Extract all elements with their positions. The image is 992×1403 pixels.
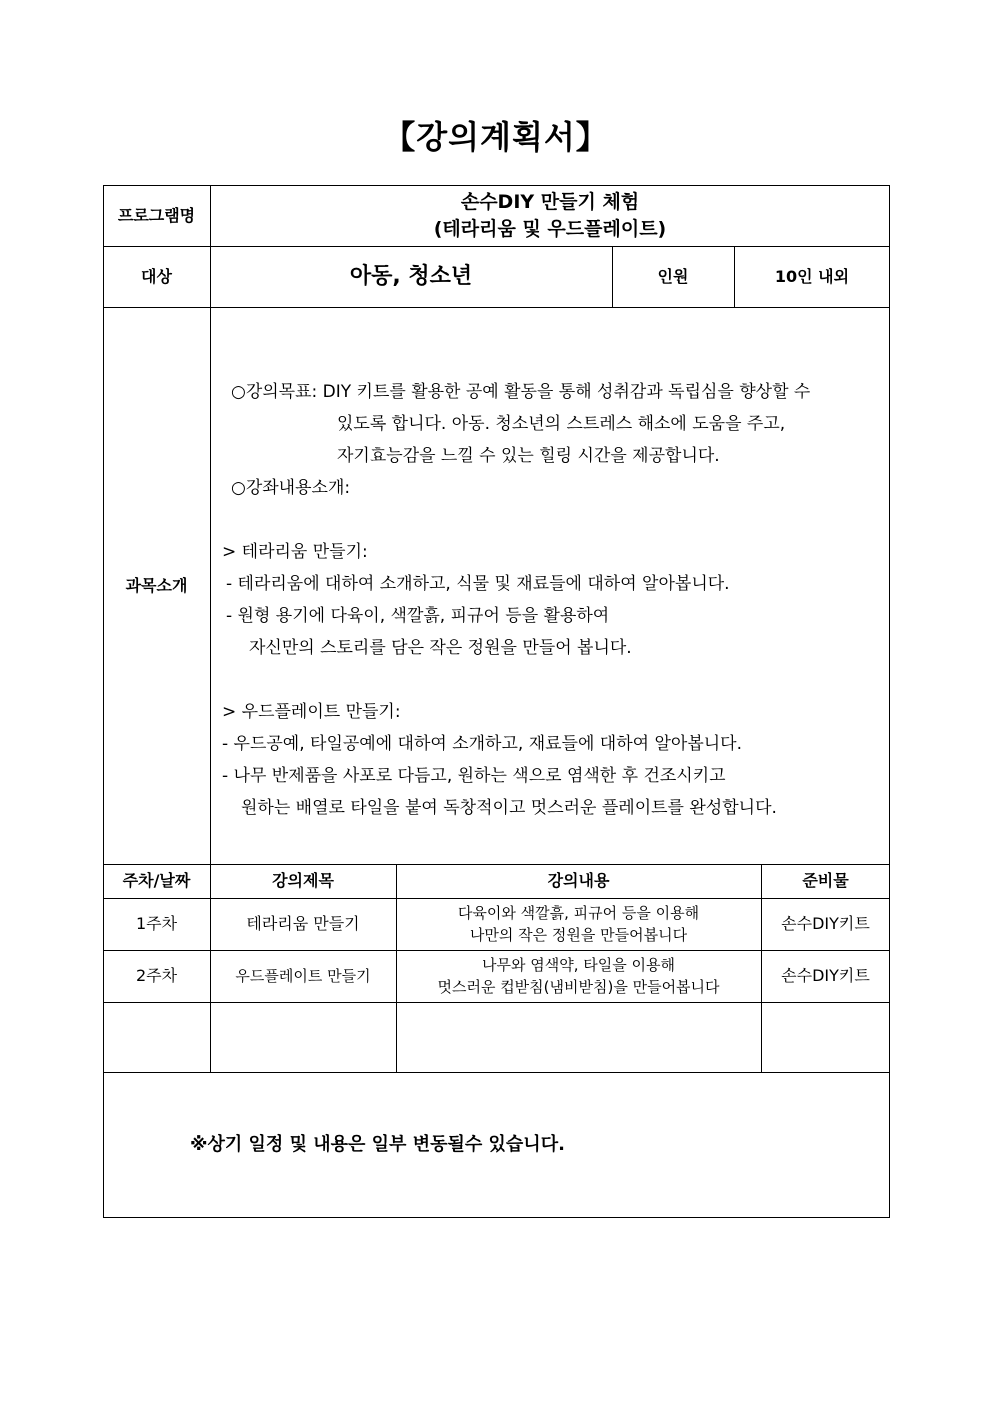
schedule-header-week: 주차/날짜 [122, 871, 191, 890]
intro-line: ○강의목표: DIY 키트를 활용한 공예 활동을 통해 성취감과 독립심을 향상할 수 [231, 382, 811, 402]
program-label: 프로그램명 [117, 205, 196, 225]
schedule-header-materials: 준비물 [802, 871, 849, 890]
schedule-materials: 손수DIY키트 [781, 914, 870, 933]
schedule-content [396, 950, 761, 1002]
row-divider [103, 1072, 890, 1073]
schedule-content-line: 나만의 작은 정원을 만들어봅니다 [469, 926, 688, 944]
intro-line: > 우드플레이트 만들기: [222, 702, 401, 722]
headcount-value: 10인 내외 [774, 266, 850, 286]
program-name-line2: (테라리움 및 우드플레이트) [433, 217, 667, 240]
intro-line: - 테라리움에 대하여 소개하고, 식물 및 재료들에 대하여 알아봅니다. [226, 574, 730, 594]
program-name-line1: 손수DIY 만들기 체험 [460, 190, 640, 213]
schedule-header-content: 강의내용 [547, 871, 610, 890]
row-divider [103, 307, 890, 308]
schedule-content-line: 다육이와 색깔흙, 피규어 등을 이용해 [457, 904, 700, 922]
intro-line: 자기효능감을 느낄 수 있는 힐링 시간을 제공합니다. [337, 446, 720, 466]
schedule-week: 1주차 [135, 914, 178, 933]
row-divider [103, 1002, 890, 1003]
schedule-title: 테라리움 만들기 [246, 914, 360, 933]
intro-line: - 우드공예, 타일공예에 대하여 소개하고, 재료들에 대하여 알아봅니다. [222, 734, 742, 754]
headcount-label: 인원 [657, 266, 689, 286]
schedule-materials: 손수DIY키트 [781, 966, 870, 985]
target-value: 아동, 청소년 [349, 263, 473, 289]
intro-line [0, 664, 992, 696]
program-name [210, 185, 890, 246]
intro-line: 자신만의 스토리를 담은 작은 정원을 만들어 봅니다. [249, 638, 632, 658]
intro-line: ○강좌내용소개: [231, 478, 351, 498]
schedule-title: 우드플레이트 만들기 [235, 966, 371, 985]
target-label: 대상 [141, 266, 172, 286]
intro-line: - 나무 반제품을 사포로 다듬고, 원하는 색으로 염색한 후 건조시키고 [222, 766, 726, 786]
intro-label: 과목소개 [125, 575, 188, 595]
document-title: 【강의계획서】 [383, 118, 609, 156]
intro-line: > 테라리움 만들기: [222, 542, 368, 562]
intro-line: 원하는 배열로 타일을 붙여 독창적이고 멋스러운 플레이트를 완성합니다. [241, 798, 777, 818]
schedule-content-line: 나무와 염색약, 타일을 이용해 [482, 956, 675, 974]
intro-line: 있도록 합니다. 아동. 청소년의 스트레스 해소에 도움을 주고, [337, 414, 786, 434]
schedule-week: 2주차 [135, 966, 178, 985]
intro-line: - 원형 용기에 다육이, 색깔흙, 피규어 등을 활용하여 [226, 606, 610, 626]
schedule-header-title: 강의제목 [272, 871, 334, 890]
schedule-content-line: 멋스러운 컵받침(냄비받침)을 만들어봅니다 [437, 978, 720, 996]
schedule-content [396, 898, 761, 950]
change-notice: ※상기 일정 및 내용은 일부 변동될수 있습니다. [190, 1134, 565, 1155]
intro-line [0, 504, 992, 536]
intro-text [0, 376, 992, 824]
